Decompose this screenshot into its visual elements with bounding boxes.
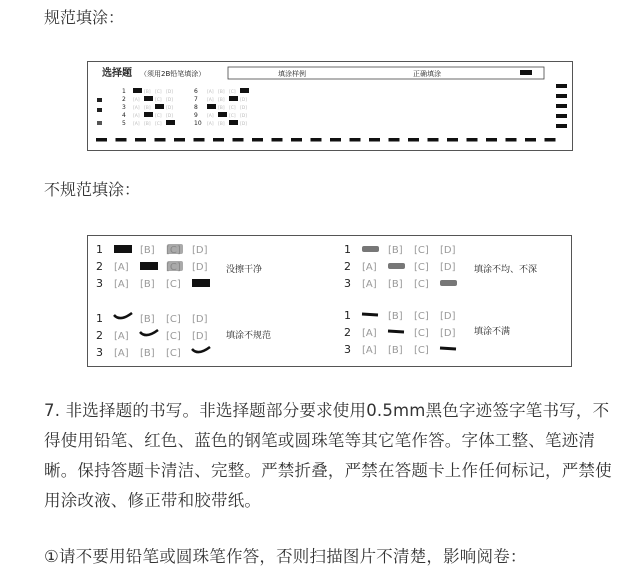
filled-bubble	[240, 88, 249, 93]
filled-bubble	[218, 112, 227, 117]
correct-label: 正确填涂	[413, 70, 441, 78]
question-number: 3	[96, 346, 103, 359]
option-bubble: [C]	[155, 90, 162, 95]
option-bubble: [B]	[218, 90, 225, 95]
sample-legend-box	[228, 67, 544, 79]
check-mark	[192, 347, 210, 352]
sheet-note: （须用2B铅笔填涂）	[140, 70, 206, 78]
option-bubble: [C]	[414, 245, 429, 256]
question-number: 1	[96, 243, 103, 256]
heading-nonstandard-fill: 不规范填涂：	[44, 180, 141, 199]
timing-mark	[155, 138, 166, 142]
option-bubble: [B]	[388, 245, 403, 256]
filled-bubble	[144, 112, 153, 117]
question-number: 1	[96, 312, 103, 325]
option-bubble: [D]	[166, 98, 173, 103]
option-bubble: [A]	[207, 114, 214, 119]
heading-standard-fill: 规范填涂：	[44, 8, 125, 27]
timing-mark	[428, 138, 439, 142]
option-bubble: [B]	[388, 345, 403, 356]
option-bubble: [C]	[414, 311, 429, 322]
filled-bubble	[144, 96, 153, 101]
correct-fill-example	[520, 70, 532, 75]
option-bubble: [B]	[144, 90, 151, 95]
option-bubble: [C]	[166, 348, 181, 359]
faint-fill	[388, 263, 405, 269]
check-mark	[140, 330, 158, 335]
timing-mark	[330, 138, 341, 142]
filled-bubble	[133, 88, 142, 93]
option-bubble: [C]	[155, 122, 162, 127]
option-bubble: [A]	[133, 114, 140, 119]
option-bubble: [A]	[207, 98, 214, 103]
option-bubble: [C]	[414, 328, 429, 339]
timing-mark	[447, 138, 458, 142]
note-no-pencil: ①请不要用铅笔或圆珠笔作答，否则扫描图片不清楚，影响阅卷：	[44, 547, 527, 566]
question-number: 2	[96, 260, 103, 273]
thin-fill	[362, 314, 378, 315]
timing-mark	[213, 138, 224, 142]
faint-fill	[440, 280, 457, 286]
filled-bubble	[114, 245, 132, 253]
filled-bubble	[155, 104, 164, 109]
timing-mark	[506, 138, 517, 142]
option-bubble: [A]	[114, 262, 129, 273]
nonstandard-fill-examples	[87, 235, 572, 367]
option-bubble: [D]	[166, 114, 173, 119]
question-number: 1	[344, 309, 351, 322]
filled-bubble	[166, 120, 175, 125]
question-number: 1	[122, 88, 126, 95]
option-bubble: [D]	[240, 106, 247, 111]
option-bubble: [C]	[155, 98, 162, 103]
side-marker	[97, 108, 102, 112]
filled-bubble	[207, 104, 216, 109]
question-number: 7	[194, 96, 198, 103]
question-number: 5	[122, 120, 126, 127]
sample-label: 填涂样例	[278, 70, 306, 78]
option-bubble: [A]	[133, 122, 140, 127]
option-bubble: [C]	[229, 106, 236, 111]
caption-irregular: 填涂不规范	[226, 331, 272, 341]
option-bubble: [D]	[440, 311, 456, 322]
timing-mark	[174, 138, 185, 142]
option-bubble: [B]	[388, 311, 403, 322]
option-bubble: [A]	[362, 279, 377, 290]
option-bubble: [B]	[144, 106, 151, 111]
option-bubble: [D]	[192, 262, 208, 273]
caption-not-full: 填涂不满	[474, 327, 511, 337]
option-bubble: [A]	[133, 106, 140, 111]
standard-answer-sheet-sample	[87, 61, 573, 151]
faint-fill	[362, 246, 379, 252]
option-bubble: [A]	[133, 98, 140, 103]
option-bubble: [C]	[166, 331, 181, 342]
question-number: 9	[194, 112, 198, 119]
timing-mark	[116, 138, 127, 142]
option-bubble: [C]	[155, 114, 162, 119]
option-bubble: [A]	[207, 122, 214, 127]
timing-mark	[291, 138, 302, 142]
option-bubble: [B]	[140, 279, 155, 290]
timing-mark	[96, 138, 107, 142]
nonstandard-sheet-svg	[88, 236, 571, 366]
option-bubble: [A]	[114, 279, 129, 290]
filled-bubble	[192, 279, 210, 287]
question-number: 3	[344, 343, 351, 356]
filled-bubble	[140, 262, 158, 270]
option-bubble: [C]	[414, 345, 429, 356]
option-bubble: [B]	[218, 106, 225, 111]
option-bubble: [A]	[207, 90, 214, 95]
option-bubble: [C]	[414, 262, 429, 273]
filled-bubble	[229, 96, 238, 101]
timing-mark	[350, 138, 361, 142]
timing-mark	[233, 138, 244, 142]
option-bubble: [A]	[114, 331, 129, 342]
timing-mark	[252, 138, 263, 142]
timing-marks-right	[556, 84, 567, 128]
question-number: 6	[194, 88, 198, 95]
timing-mark	[545, 138, 556, 142]
option-bubble: [B]	[218, 98, 225, 103]
timing-mark	[389, 138, 400, 142]
option-bubble: [B]	[140, 314, 155, 325]
option-bubble: [B]	[388, 279, 403, 290]
option-bubble: [C]	[229, 114, 236, 119]
question-number: 4	[122, 112, 126, 119]
option-bubble: [D]	[440, 245, 456, 256]
option-bubble: [A]	[362, 328, 377, 339]
question-number: 3	[122, 104, 126, 111]
option-bubble: [C]	[414, 279, 429, 290]
question-number: 2	[122, 96, 126, 103]
option-bubble: [D]	[240, 122, 247, 127]
option-bubble: [A]	[362, 345, 377, 356]
question-number: 8	[194, 104, 198, 111]
question-number: 10	[194, 120, 202, 127]
option-bubble: [C]	[166, 279, 181, 290]
question-number: 3	[344, 277, 351, 290]
option-bubble: [B]	[140, 348, 155, 359]
side-marker	[97, 121, 102, 125]
option-bubble: [D]	[192, 331, 208, 342]
question-number: 2	[96, 329, 103, 342]
timing-mark	[369, 138, 380, 142]
option-bubble: [D]	[440, 262, 456, 273]
side-marker	[97, 98, 102, 102]
option-bubble: [B]	[140, 245, 155, 256]
option-bubble: [C]	[229, 90, 236, 95]
option-bubble: [C]	[166, 262, 181, 273]
timing-mark	[194, 138, 205, 142]
timing-mark	[408, 138, 419, 142]
thin-fill	[388, 331, 404, 332]
paragraph-non-choice-writing: 7. 非选择题的书写。非选择题部分要求使用0.5mm黑色字迹签字笔书写，不得使用铅笔、红色、蓝色的钢笔或圆珠笔等其它笔作答。字体工整、笔迹清晰。保持答题卡清洁、完整。严禁折叠，严禁在答题卡上作任何标记，严禁使用涂改液、修正带和胶带纸。	[44, 401, 612, 510]
option-bubble: [D]	[166, 90, 173, 95]
timing-marks-bottom	[96, 138, 556, 142]
question-number: 2	[344, 260, 351, 273]
bad-example-groups	[96, 243, 457, 359]
timing-mark	[272, 138, 283, 142]
option-bubble: [D]	[192, 314, 208, 325]
timing-mark	[467, 138, 478, 142]
check-mark	[114, 313, 132, 318]
option-bubble: [A]	[362, 262, 377, 273]
sheet-title: 选择题	[102, 68, 132, 79]
timing-mark	[486, 138, 497, 142]
option-bubble: [C]	[166, 314, 181, 325]
timing-mark	[311, 138, 322, 142]
option-bubble: [B]	[218, 122, 225, 127]
option-bubble: [B]	[144, 122, 151, 127]
thin-fill	[440, 348, 456, 349]
question-number: 2	[344, 326, 351, 339]
option-bubble: [D]	[166, 106, 173, 111]
question-number: 3	[96, 277, 103, 290]
filled-bubble	[229, 120, 238, 125]
option-bubble: [D]	[240, 114, 247, 119]
option-bubble: [D]	[440, 328, 456, 339]
timing-mark	[525, 138, 536, 142]
option-bubble: [D]	[240, 98, 247, 103]
question-number: 1	[344, 243, 351, 256]
option-bubble: [A]	[114, 348, 129, 359]
option-bubble: [C]	[166, 245, 181, 256]
timing-mark	[135, 138, 146, 142]
caption-uneven: 填涂不均、不深	[474, 265, 538, 275]
standard-rows	[122, 88, 249, 127]
standard-sheet-svg	[88, 62, 572, 150]
caption-not-erased: 没擦干净	[226, 265, 263, 275]
option-bubble: [D]	[192, 245, 208, 256]
